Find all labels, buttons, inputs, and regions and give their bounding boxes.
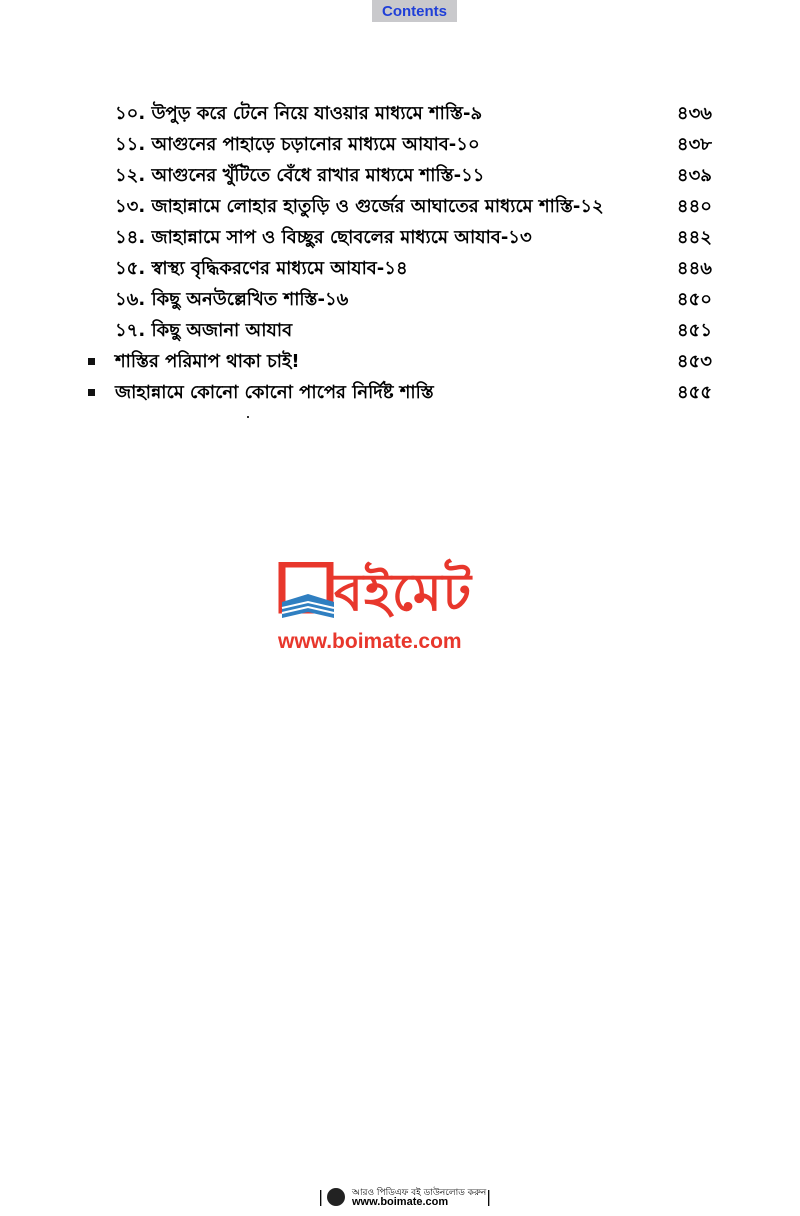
footer-divider: |	[318, 1187, 324, 1206]
book-logo-icon	[278, 562, 340, 628]
toc-page-number: ৪৫৫	[676, 382, 712, 403]
footer-divider: |	[486, 1187, 492, 1206]
table-of-contents	[0, 98, 800, 408]
toc-page-number: ৪৩৬	[676, 103, 712, 124]
toc-row[interactable]	[0, 98, 800, 129]
toc-row[interactable]	[0, 315, 800, 346]
toc-title: ১৬. কিছু অনউল্লেখিত শাস্তি-১৬	[115, 289, 349, 310]
toc-page-number: ৪৪২	[676, 227, 712, 248]
contents-link[interactable]: Contents	[372, 0, 457, 22]
toc-title: ১০. উপুড় করে টেনে নিয়ে যাওয়ার মাধ্যমে শাস্তি-৯	[115, 103, 483, 124]
square-bullet-icon	[88, 389, 95, 396]
toc-page-number: ৪৫০	[676, 289, 712, 310]
boimate-logo-icon	[327, 1188, 345, 1206]
toc-row[interactable]	[0, 377, 800, 408]
toc-title: ১৪. জাহান্নামে সাপ ও বিচ্ছুর ছোবলের মাধ্যমে আযাব-১৩	[115, 227, 532, 248]
toc-row[interactable]	[0, 160, 800, 191]
toc-page-number: ৪৪০	[676, 196, 712, 217]
toc-row[interactable]	[0, 346, 800, 377]
toc-title: ১১. আগুনের পাহাড়ে চড়ানোর মাধ্যমে আযাব-১০	[115, 134, 480, 155]
toc-title: শাস্তির পরিমাপ থাকা চাই!	[115, 351, 300, 372]
footer-url[interactable]: www.boimate.com	[352, 1196, 449, 1208]
footer-promo-text: আরও পিডিএফ বই ডাউনলোড করুন	[352, 1188, 487, 1198]
toc-page-number: ৪৩৮	[676, 134, 712, 155]
toc-row[interactable]	[0, 191, 800, 222]
toc-page-number: ৪৫১	[676, 320, 712, 341]
square-bullet-icon	[88, 358, 95, 365]
toc-row[interactable]	[0, 253, 800, 284]
toc-title: ১২. আগুনের খুঁটিতে বেঁধে রাখার মাধ্যমে শাস্তি-১১	[115, 165, 485, 186]
toc-title: জাহান্নামে কোনো কোনো পাপের নির্দিষ্ট শাস্তি	[115, 382, 434, 403]
toc-page-number: ৪৪৬	[676, 258, 712, 279]
stray-dot	[247, 416, 249, 418]
toc-page-number: ৪৩৯	[676, 165, 712, 186]
toc-row[interactable]	[0, 222, 800, 253]
footer-banner[interactable]	[318, 1185, 493, 1211]
watermark-url: www.boimate.com	[278, 630, 462, 653]
toc-page-number: ৪৫৩	[676, 351, 712, 372]
toc-row[interactable]	[0, 129, 800, 160]
toc-title: ১৭. কিছু অজানা আযাব	[115, 320, 293, 341]
boimate-watermark	[278, 560, 528, 660]
toc-title: ১৫. স্বাস্থ্য বৃদ্ধিকরণের মাধ্যমে আযাব-১৪	[115, 258, 408, 279]
watermark-brand: বইমেট	[334, 563, 473, 623]
toc-row[interactable]	[0, 284, 800, 315]
toc-title: ১৩. জাহান্নামে লোহার হাতুড়ি ও গুর্জের আঘাতের মাধ্যমে শাস্তি-১২	[115, 196, 604, 217]
